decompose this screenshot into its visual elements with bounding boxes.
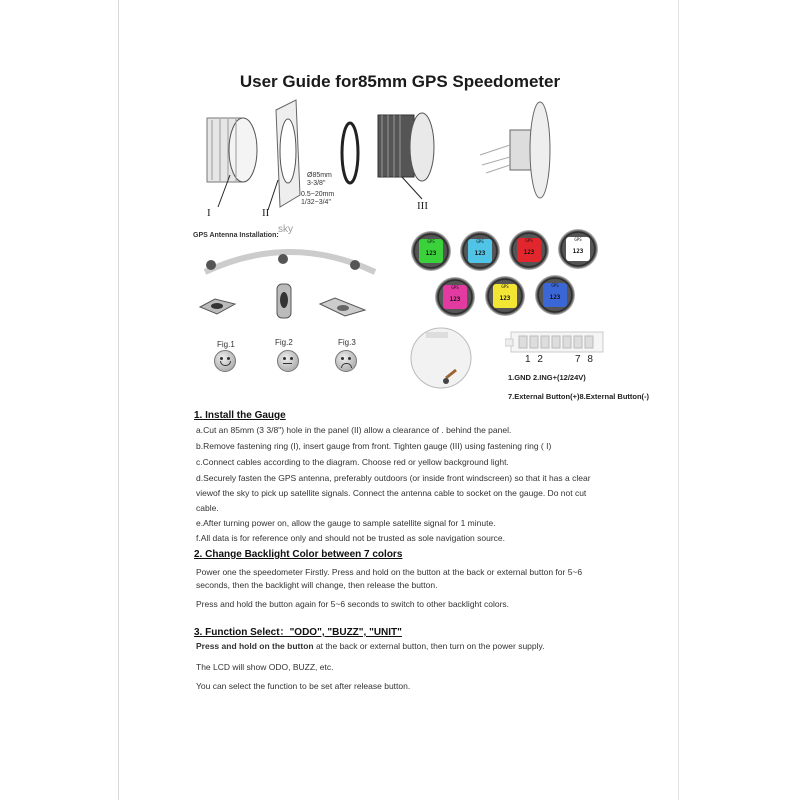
function-text-rest: at the back or external button, then turn on the power supply. (313, 641, 545, 651)
wiring-connector (505, 330, 605, 356)
o-ring-illustration (342, 123, 358, 183)
gauge-screen: GPS 123 (419, 239, 443, 263)
sky-arc (205, 252, 375, 272)
roman-label-iii: III (417, 200, 428, 212)
gauge-body-illustration (378, 113, 434, 181)
page-title: User Guide for85mm GPS Speedometer (239, 72, 561, 91)
antenna-flat-icon (200, 299, 235, 314)
satellite-icon (350, 260, 360, 270)
install-step-d-line3: cable. (196, 503, 219, 513)
section-heading-backlight: 2. Change Backlight Color between 7 colors (194, 549, 403, 560)
gauge-yellow (485, 276, 525, 316)
fastening-ring-illustration (207, 118, 257, 182)
installation-diagram (190, 95, 610, 225)
install-step-d-line2: viewof the sky to pick up satellite signals. Connect the antenna cable to socket on the gauge. Do not cut (196, 488, 587, 498)
function-text-line2: The LCD will show ODO, BUZZ, etc. (196, 662, 334, 672)
assembled-gauge-illustration (480, 102, 550, 198)
gauge-screen: GPS 123 (517, 238, 541, 262)
arrow-ii (268, 180, 278, 210)
install-step-e: e.After turning power on, allow the gauge to sample satellite signal for 1 minute. (196, 518, 496, 528)
gauge-blue (535, 275, 575, 315)
function-text-line3: You can select the function to be set after release button. (196, 681, 411, 691)
antenna-installation-label: GPS Antenna Installation: (193, 232, 279, 239)
roman-label-i: I (207, 207, 211, 219)
function-text-bold: Press and hold on the button (196, 641, 314, 651)
backlight-text-line1: Power one the speedometer Firstly. Press and hold on the button at the back or external button for 5~6 (196, 567, 583, 577)
smile-face-icon (214, 350, 236, 372)
install-step-d-line1: d.Securely fasten the GPS antenna, preferably outdoors (or inside front windscreen) so that it has a clear (196, 473, 591, 483)
backlight-text-line3: Press and hold the button again for 5~6 seconds to switch to other backlight colors. (196, 599, 510, 609)
gauge-screen: GPS 123 (566, 237, 590, 261)
wiring-label-1: 1.GND 2.ING+(12/24V) (508, 373, 586, 382)
roman-label-ii: II (262, 207, 270, 219)
function-text-line1 (196, 641, 545, 651)
install-step-c: c.Connect cables according to the diagram. Choose red or yellow background light. (196, 457, 509, 467)
pin-label-left: 1 2 (525, 354, 545, 365)
gauge-cyan (460, 231, 500, 271)
backlight-text-line2: seconds, then the backlight will change, then release the button. (196, 580, 438, 590)
install-step-a: a.Cut an 85mm (3 3/8") hole in the panel (II) allow a clearance of . behind the panel. (196, 425, 512, 435)
section-heading-function: 3. Function Select："ODO", "BUZZ", "UNIT" (194, 627, 402, 638)
fig-label-2: Fig.2 (275, 338, 293, 347)
pin-label-right: 7 8 (575, 354, 595, 365)
dimension-label: 1/32~3/4" (301, 199, 331, 206)
satellite-icon (206, 260, 216, 270)
sad-face-icon (335, 350, 357, 372)
antenna-diagram (195, 232, 380, 342)
gauge-screen: GPS 123 (468, 239, 492, 263)
install-step-b: b.Remove fastening ring (I), insert gauge from front. Tighten gauge (III) using fastening ring ( I) (196, 441, 552, 451)
neutral-face-icon (277, 350, 299, 372)
wiring-label-2: 7.External Button(+)8.External Button(-) (508, 392, 650, 401)
gauge-screen: GPS 123 (443, 285, 467, 309)
gauge-red (509, 230, 549, 270)
install-step-f: f.All data is for reference only and should not be trusted as sole navigation source. (196, 533, 506, 543)
fig-label-3: Fig.3 (338, 338, 356, 347)
satellite-icon (278, 254, 288, 264)
fig-label-1: Fig.1 (217, 340, 235, 349)
dimension-label: 3-3/8" (307, 180, 326, 187)
page-edge-right (678, 0, 679, 800)
gauge-green (411, 231, 451, 271)
section-heading-install: 1. Install the Gauge (194, 410, 286, 421)
gauge-screen: GPS 123 (493, 284, 517, 308)
gauge-white (558, 229, 598, 269)
dimension-label: 0.5~20mm (301, 191, 335, 198)
gauge-magenta (435, 277, 475, 317)
panel-illustration (276, 100, 300, 207)
antenna-upside-down-icon (320, 298, 365, 316)
gauge-screen: GPS 123 (543, 283, 567, 307)
gauge-back-illustration (408, 326, 478, 390)
antenna-vertical-icon (277, 284, 291, 318)
dimension-label: Ø85mm (307, 172, 332, 179)
sky-label: sky (278, 224, 293, 235)
page-edge-left (118, 0, 119, 800)
